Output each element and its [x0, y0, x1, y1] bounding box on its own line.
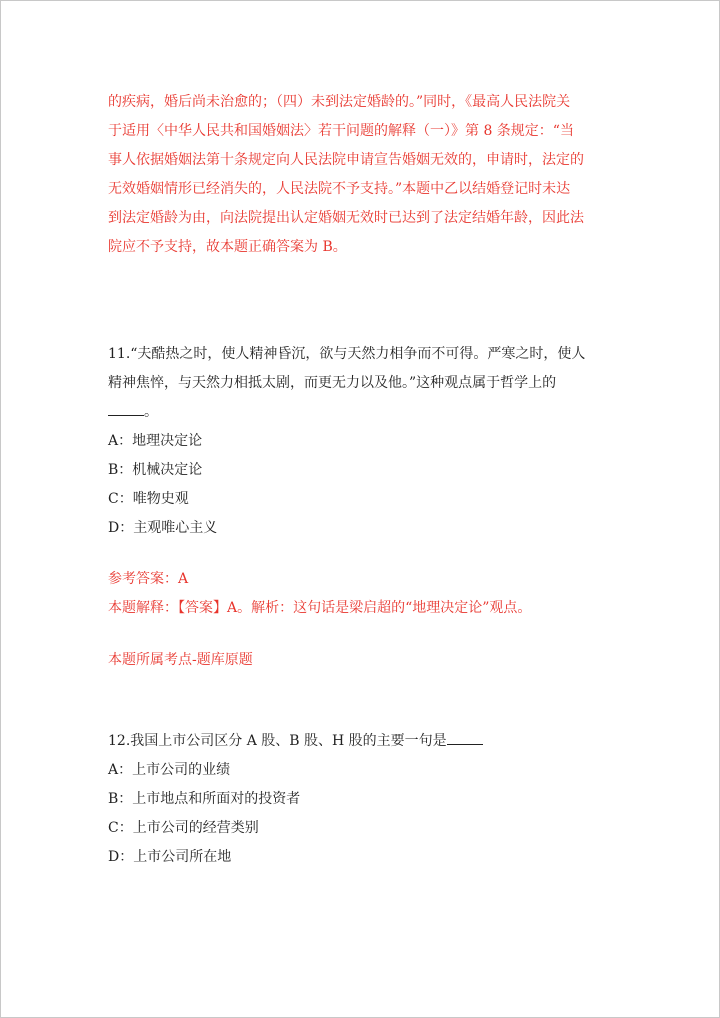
question-stem: 12.我国上市公司区分 A 股、B 股、H 股的主要一句是 — [108, 733, 447, 749]
question-12 — [108, 727, 628, 872]
document-content — [108, 88, 628, 872]
explanation-line: 无效婚姻情形已经消失的，人民法院不予支持。”本题中乙以结婚登记时未达 — [108, 181, 571, 197]
option-b: B：机械决定论 — [108, 462, 203, 478]
option-d: D：上市公司所在地 — [108, 849, 232, 865]
option-b: B：上市地点和所面对的投资者 — [108, 791, 301, 807]
answer-blank — [108, 403, 144, 416]
option-a: A：上市公司的业绩 — [108, 762, 231, 778]
option-d: D：主观唯心主义 — [108, 520, 218, 536]
question-stem-tail: 。 — [144, 404, 158, 420]
option-c: C：上市公司的经营类别 — [108, 820, 259, 836]
question-stem-line: 精神焦悴，与天然力相抵太剧，而更无力以及他。”这种观点属于哲学上的 — [108, 375, 557, 391]
question-stem-blank-line — [108, 398, 628, 427]
explanation-line: 到法定婚龄为由，向法院提出认定婚姻无效时已达到了法定结婚年龄，因此法 — [108, 210, 584, 226]
explanation-line: 的疾病，婚后尚未治愈的；（四）未到法定婚龄的。”同时，《最高人民法院关 — [108, 94, 571, 110]
question-source: 本题所属考点-题库原题 — [108, 652, 253, 668]
option-c: C：唯物史观 — [108, 491, 189, 507]
previous-explanation — [108, 88, 628, 262]
question-11 — [108, 340, 628, 675]
question-stem-line — [108, 727, 628, 756]
explanation-line: 院应不予支持，故本题正确答案为 B。 — [108, 239, 347, 255]
answer-blank — [447, 732, 483, 745]
explanation-line: 事人依据婚姻法第十条规定向人民法院申请宣告婚姻无效的，申请时，法定的 — [108, 152, 584, 168]
question-stem-line: 11.“夫酷热之时，使人精神昏沉，欲与天然力相争而不可得。严寒之时，使人 — [108, 346, 586, 362]
option-a: A：地理决定论 — [108, 433, 203, 449]
reference-answer: 参考答案：A — [108, 571, 189, 587]
explanation-line: 于适用〈中华人民共和国婚姻法〉若干问题的解释（一）》第 8 条规定：“当 — [108, 123, 574, 139]
answer-explanation: 本题解释：【答案】A。解析：这句话是梁启超的“地理决定论”观点。 — [108, 600, 532, 616]
